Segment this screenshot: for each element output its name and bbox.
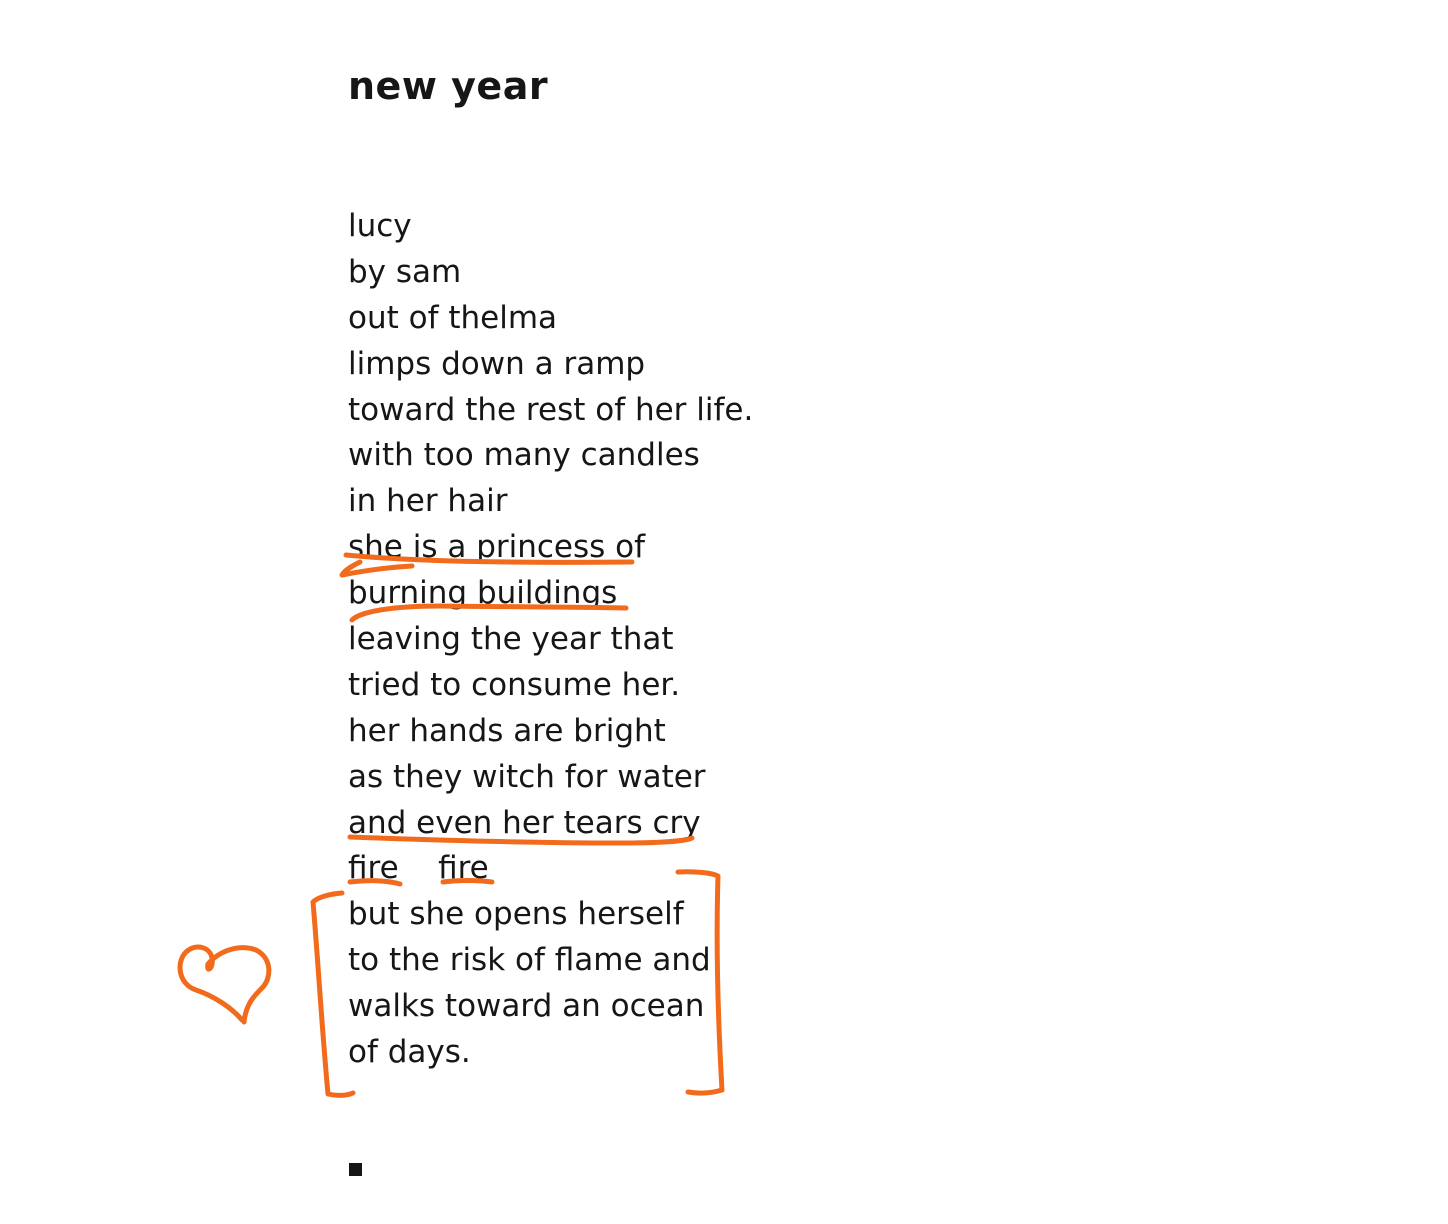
poem-line-text: she is a princess of	[348, 529, 646, 566]
poem-line-text: but she opens herself	[348, 896, 684, 933]
poem-line	[348, 388, 753, 434]
poem-line	[348, 984, 753, 1030]
poem-line-text: tried to consume her.	[348, 666, 681, 703]
poem-body	[348, 204, 753, 1076]
poem-line-text: to the risk of flame and	[348, 942, 711, 979]
poem-title: new year	[348, 64, 549, 108]
poem-line-text: with too many candles	[348, 437, 700, 474]
poem-line	[348, 250, 753, 296]
poem-line-text: and even her tears cry	[348, 804, 701, 841]
poem-line-text: in her hair	[348, 483, 508, 520]
poem-line-text: as they witch for water	[348, 758, 706, 795]
end-of-poem-square	[349, 1163, 362, 1176]
poem-line	[348, 892, 753, 938]
poem-line-text: by sam	[348, 253, 462, 290]
poem-line	[348, 709, 753, 755]
poem-line-text: limps down a ramp	[348, 345, 646, 382]
poem-line-text: of days.	[348, 1034, 471, 1071]
poem-line	[348, 846, 753, 892]
poem-line	[348, 571, 753, 617]
poem-line-text: out of thelma	[348, 299, 558, 336]
poem-line-text: leaving the year that	[348, 621, 674, 658]
poem-line	[348, 204, 753, 250]
poem-line	[348, 663, 753, 709]
poem-line	[348, 479, 753, 525]
bracket-left	[313, 893, 353, 1095]
poem-line	[348, 755, 753, 801]
poem-line-text: lucy	[348, 208, 412, 244]
poem-line	[348, 342, 753, 388]
poem-line-text: fire fire	[348, 850, 489, 887]
heart-doodle-icon	[180, 947, 269, 1022]
poem-line	[348, 433, 753, 479]
poem-line	[348, 1030, 753, 1076]
poem-line-text: toward the rest of her life.	[348, 391, 754, 428]
poem-line	[348, 525, 753, 571]
poem-line	[348, 617, 753, 663]
poem-line	[348, 801, 753, 847]
poem-line-text: her hands are bright	[348, 712, 666, 749]
poem-line	[348, 938, 753, 984]
poem-line	[348, 296, 753, 342]
poem-line-text: burning buildings	[348, 575, 618, 612]
poem-line-text: walks toward an ocean	[348, 988, 705, 1025]
